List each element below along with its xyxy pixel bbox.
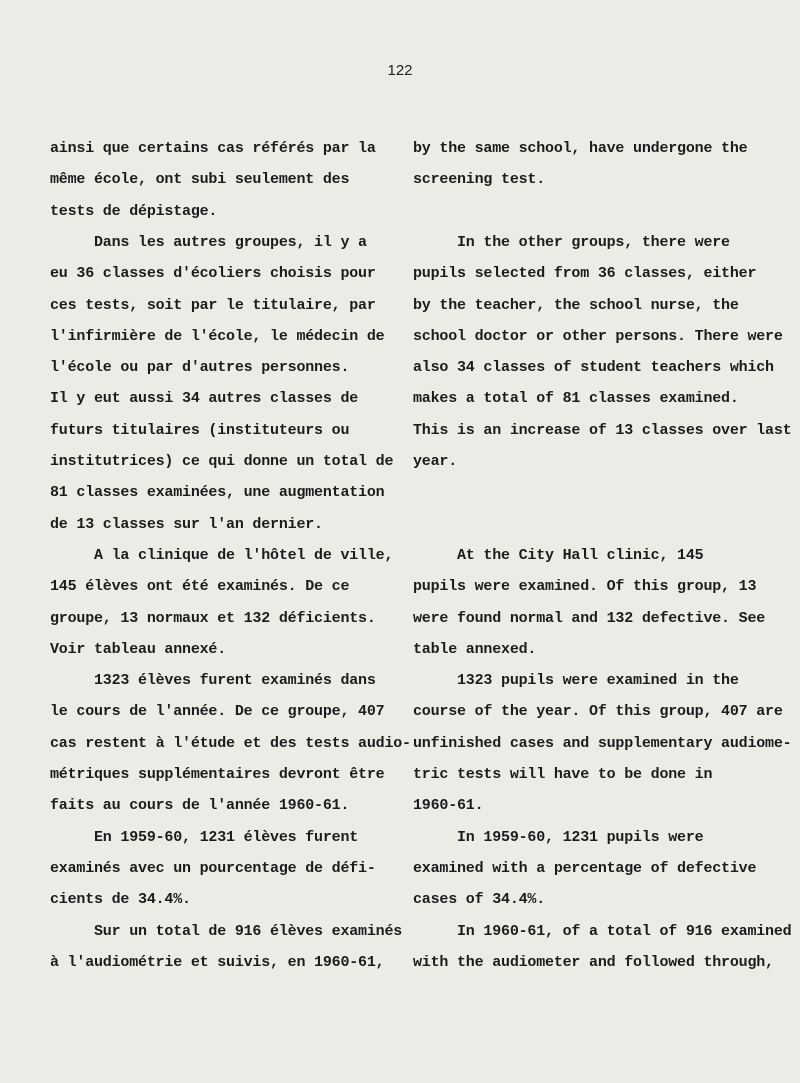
text-line [0,484,800,515]
french-line: 81 classes examinées, une augmentation [50,484,385,502]
french-line: eu 36 classes d'écoliers choisis pour [50,265,376,283]
text-line [0,203,800,234]
text-line [0,265,800,296]
french-line: tests de dépistage. [50,202,218,220]
text-line [0,610,800,641]
english-line: with the audiometer and followed through, [413,953,774,971]
text-line [0,390,800,421]
french-line: A la clinique de l'hôtel de ville, [50,546,394,564]
text-line [0,140,800,171]
english-line: tric tests will have to be done in [413,766,713,783]
french-line: même école, ont subi seulement des [50,171,350,189]
text-line [0,735,800,766]
page-number: 122 [387,62,413,79]
text-line [0,234,800,265]
text-line [0,797,800,828]
french-line: Voir tableau annexé. [50,640,227,658]
text-line [0,297,800,328]
english-line: school doctor or other persons. There were [413,327,783,345]
french-line: futurs titulaires (instituteurs ou [50,421,350,439]
text-line [0,359,800,390]
english-line: 1323 pupils were examined in the [413,672,739,690]
text-line [0,328,800,359]
english-line: also 34 classes of student teachers which [413,359,774,377]
french-line: En 1959-60, 1231 élèves furent [50,828,359,846]
french-line: faits au cours de l'année 1960-61. [50,797,350,815]
french-line: groupe, 13 normaux et 132 déficients. [50,609,376,627]
english-line: In 1960-61, of a total of 916 examined [413,922,792,940]
english-line: In the other groups, there were [413,233,730,251]
english-line: by the teacher, the school nurse, the [413,296,739,314]
english-line: At the City Hall clinic, 145 [413,546,704,564]
text-line [0,547,800,578]
text-line [0,578,800,609]
french-line: examinés avec un pourcentage de défi- [50,859,376,877]
english-line: This is an increase of 13 classes over last [413,421,792,439]
text-line [0,923,800,954]
french-line: institutrices) ce qui donne un total de [50,453,394,470]
english-line: by the same school, have undergone the [413,140,748,157]
french-line: Dans les autres groupes, il y a [50,233,367,251]
english-line: were found normal and 132 defective. See [413,609,766,627]
french-line: métriques supplémentaires devront être [50,766,385,783]
french-line: l'école ou par d'autres personnes. [50,359,350,377]
french-line: Il y eut aussi 34 autres classes de [50,390,359,408]
text-line [0,766,800,797]
english-line: examined with a percentage of defective [413,859,757,877]
french-line: cas restent à l'étude et des tests audio- [50,734,411,752]
text-line [0,672,800,703]
french-line: 145 élèves ont été examinés. De ce [50,578,350,596]
french-line: 1323 élèves furent examinés dans [50,672,376,690]
french-line: de 13 classes sur l'an dernier. [50,515,323,533]
text-line [0,422,800,453]
text-line [0,453,800,484]
french-line: Sur un total de 916 élèves examinés [50,922,403,940]
french-line: cients de 34.4%. [50,891,191,909]
english-line: unfinished cases and supplementary audiome- [413,734,792,752]
text-line [0,891,800,922]
english-line: year. [413,453,458,470]
text-line [0,641,800,672]
english-line: course of the year. Of this group, 407 are [413,703,783,721]
english-line: makes a total of 81 classes examined. [413,390,739,408]
english-line: screening test. [413,171,546,189]
text-line [0,860,800,891]
text-line [0,171,800,202]
french-line: ces tests, soit par le titulaire, par [50,296,376,314]
french-line: l'infirmière de l'école, le médecin de [50,327,385,345]
english-line: table annexed. [413,640,537,658]
english-line: cases of 34.4%. [413,891,546,909]
english-line: pupils selected from 36 classes, either [413,265,757,283]
text-line [0,703,800,734]
french-line: le cours de l'année. De ce groupe, 407 [50,703,385,721]
english-line: pupils were examined. Of this group, 13 [413,578,757,596]
french-line: ainsi que certains cas référés par la [50,140,376,157]
text-line [0,516,800,547]
text-line [0,829,800,860]
english-line: 1960-61. [413,797,484,815]
french-line: à l'audiométrie et suivis, en 1960-61, [50,953,385,971]
text-line [0,954,800,985]
english-line: In 1959-60, 1231 pupils were [413,828,704,846]
